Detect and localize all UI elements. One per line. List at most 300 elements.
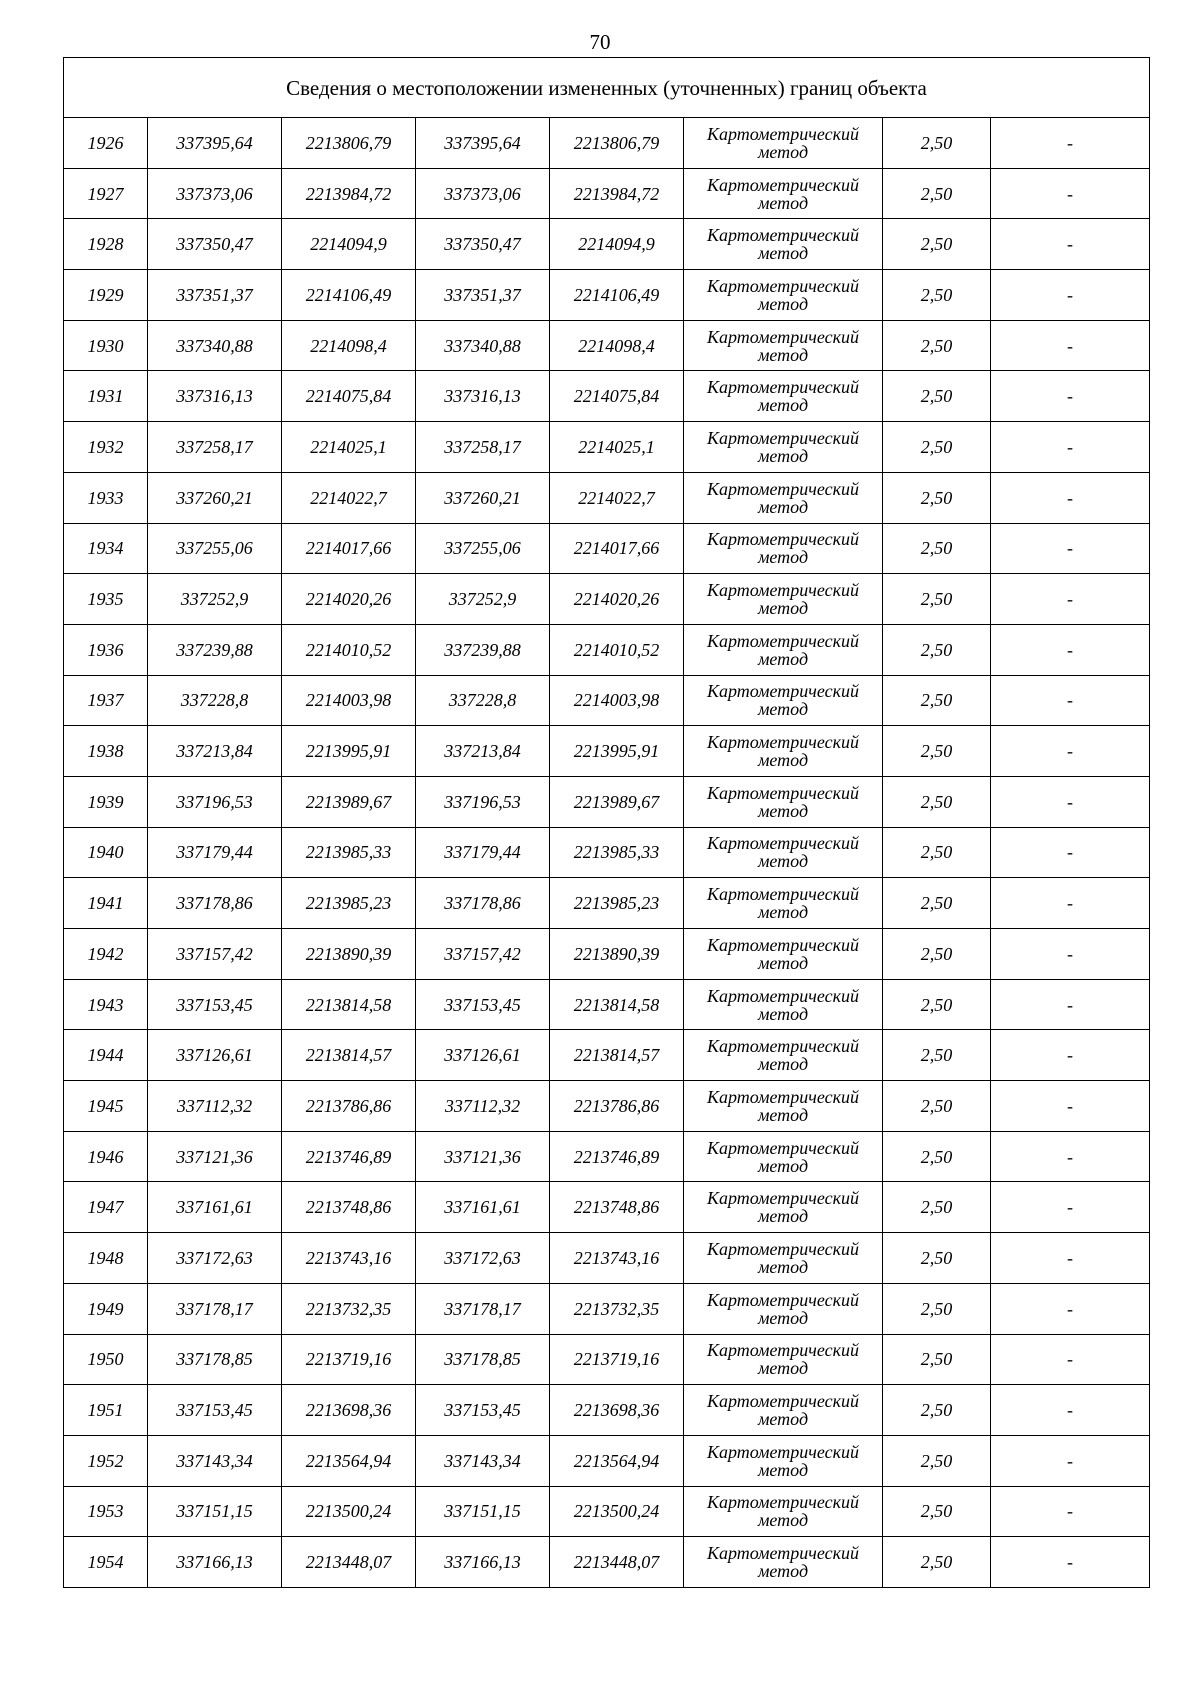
method-cell bbox=[684, 1486, 883, 1537]
method-line1: Картометрический bbox=[706, 1391, 859, 1412]
method-line1: Картометрический bbox=[706, 1137, 859, 1158]
method-line1: Картометрический bbox=[706, 1340, 859, 1361]
method-line2: метод bbox=[757, 750, 809, 771]
existing-x: 337316,13 bbox=[148, 371, 282, 422]
description-cell: - bbox=[991, 219, 1150, 270]
method-cell bbox=[684, 472, 883, 523]
refined-x: 337340,88 bbox=[416, 320, 550, 371]
point-number: 1950 bbox=[64, 1334, 148, 1385]
existing-y: 2214106,49 bbox=[282, 270, 416, 321]
point-number: 1934 bbox=[64, 523, 148, 574]
existing-x: 337179,44 bbox=[148, 827, 282, 878]
method-line2: метод bbox=[757, 1307, 809, 1328]
refined-y: 2213698,36 bbox=[550, 1385, 684, 1436]
refined-y: 2214025,1 bbox=[550, 422, 684, 473]
method-cell bbox=[684, 1537, 883, 1588]
refined-x: 337255,06 bbox=[416, 523, 550, 574]
existing-x: 337258,17 bbox=[148, 422, 282, 473]
method-line1: Картометрический bbox=[706, 580, 859, 601]
refined-y: 2213814,58 bbox=[550, 979, 684, 1030]
refined-x: 337213,84 bbox=[416, 726, 550, 777]
method-cell bbox=[684, 979, 883, 1030]
point-number: 1953 bbox=[64, 1486, 148, 1537]
refined-y: 2214010,52 bbox=[550, 624, 684, 675]
existing-x: 337239,88 bbox=[148, 624, 282, 675]
method-cell bbox=[684, 1334, 883, 1385]
table-row bbox=[64, 1030, 1150, 1081]
point-number: 1931 bbox=[64, 371, 148, 422]
method-line2: метод bbox=[757, 395, 809, 416]
existing-x: 337340,88 bbox=[148, 320, 282, 371]
refined-y: 2214098,4 bbox=[550, 320, 684, 371]
existing-y: 2213985,33 bbox=[282, 827, 416, 878]
description-cell: - bbox=[991, 979, 1150, 1030]
point-number: 1930 bbox=[64, 320, 148, 371]
existing-x: 337228,8 bbox=[148, 675, 282, 726]
existing-x: 337255,06 bbox=[148, 523, 282, 574]
table-row bbox=[64, 1435, 1150, 1486]
method-cell bbox=[684, 1081, 883, 1132]
refined-x: 337166,13 bbox=[416, 1537, 550, 1588]
method-cell bbox=[684, 574, 883, 625]
method-cell bbox=[684, 726, 883, 777]
refined-y: 2213985,33 bbox=[550, 827, 684, 878]
method-line2: метод bbox=[757, 1459, 809, 1480]
method-line2: метод bbox=[757, 1003, 809, 1024]
accuracy-cell: 2,50 bbox=[883, 1385, 991, 1436]
point-number: 1935 bbox=[64, 574, 148, 625]
description-cell: - bbox=[991, 574, 1150, 625]
table-row bbox=[64, 219, 1150, 270]
existing-y: 2213814,58 bbox=[282, 979, 416, 1030]
description-cell: - bbox=[991, 1081, 1150, 1132]
table-row bbox=[64, 168, 1150, 219]
existing-x: 337166,13 bbox=[148, 1537, 282, 1588]
point-number: 1929 bbox=[64, 270, 148, 321]
point-number: 1946 bbox=[64, 1131, 148, 1182]
point-number: 1948 bbox=[64, 1233, 148, 1284]
point-number: 1936 bbox=[64, 624, 148, 675]
accuracy-cell: 2,50 bbox=[883, 827, 991, 878]
method-line2: метод bbox=[757, 344, 809, 365]
existing-x: 337161,61 bbox=[148, 1182, 282, 1233]
description-cell: - bbox=[991, 878, 1150, 929]
point-number: 1945 bbox=[64, 1081, 148, 1132]
method-line1: Картометрический bbox=[706, 1086, 859, 1107]
method-line2: метод bbox=[757, 1510, 809, 1531]
method-line2: метод bbox=[757, 243, 809, 264]
existing-x: 337395,64 bbox=[148, 118, 282, 169]
point-number: 1941 bbox=[64, 878, 148, 929]
point-number: 1932 bbox=[64, 422, 148, 473]
accuracy-cell: 2,50 bbox=[883, 624, 991, 675]
description-cell: - bbox=[991, 1486, 1150, 1537]
refined-x: 337178,85 bbox=[416, 1334, 550, 1385]
method-line2: метод bbox=[757, 1155, 809, 1176]
table-row bbox=[64, 118, 1150, 169]
refined-x: 337178,17 bbox=[416, 1283, 550, 1334]
refined-y: 2213890,39 bbox=[550, 929, 684, 980]
refined-y: 2213564,94 bbox=[550, 1435, 684, 1486]
table-row bbox=[64, 726, 1150, 777]
method-cell bbox=[684, 624, 883, 675]
method-cell bbox=[684, 1233, 883, 1284]
existing-y: 2213989,67 bbox=[282, 776, 416, 827]
table-row bbox=[64, 1283, 1150, 1334]
method-cell bbox=[684, 929, 883, 980]
method-line2: метод bbox=[757, 598, 809, 619]
table-row bbox=[64, 878, 1150, 929]
existing-y: 2213564,94 bbox=[282, 1435, 416, 1486]
existing-y: 2214010,52 bbox=[282, 624, 416, 675]
refined-y: 2213984,72 bbox=[550, 168, 684, 219]
method-cell bbox=[684, 1385, 883, 1436]
method-cell bbox=[684, 320, 883, 371]
method-cell bbox=[684, 523, 883, 574]
existing-x: 337121,36 bbox=[148, 1131, 282, 1182]
accuracy-cell: 2,50 bbox=[883, 320, 991, 371]
table-row bbox=[64, 1486, 1150, 1537]
method-cell bbox=[684, 371, 883, 422]
accuracy-cell: 2,50 bbox=[883, 270, 991, 321]
description-cell: - bbox=[991, 675, 1150, 726]
method-line1: Картометрический bbox=[706, 1238, 859, 1259]
point-number: 1926 bbox=[64, 118, 148, 169]
refined-y: 2213748,86 bbox=[550, 1182, 684, 1233]
method-line1: Картометрический bbox=[706, 1441, 859, 1462]
method-cell bbox=[684, 1182, 883, 1233]
existing-x: 337252,9 bbox=[148, 574, 282, 625]
method-line1: Картометрический bbox=[706, 478, 859, 499]
method-line2: метод bbox=[757, 445, 809, 466]
method-line1: Картометрический bbox=[706, 1543, 859, 1564]
table-row bbox=[64, 624, 1150, 675]
description-cell: - bbox=[991, 1030, 1150, 1081]
method-line2: метод bbox=[757, 496, 809, 517]
table-row bbox=[64, 1081, 1150, 1132]
accuracy-cell: 2,50 bbox=[883, 1081, 991, 1132]
method-line1: Картометрический bbox=[706, 427, 859, 448]
method-line2: метод bbox=[757, 800, 809, 821]
accuracy-cell: 2,50 bbox=[883, 776, 991, 827]
method-line1: Картометрический bbox=[706, 732, 859, 753]
existing-y: 2213500,24 bbox=[282, 1486, 416, 1537]
description-cell: - bbox=[991, 422, 1150, 473]
method-line1: Картометрический bbox=[706, 377, 859, 398]
table-title: Сведения о местоположении измененных (уточненных) границ объекта bbox=[64, 58, 1150, 118]
method-line1: Картометрический bbox=[706, 985, 859, 1006]
description-cell: - bbox=[991, 1283, 1150, 1334]
existing-x: 337260,21 bbox=[148, 472, 282, 523]
description-cell: - bbox=[991, 1537, 1150, 1588]
refined-x: 337179,44 bbox=[416, 827, 550, 878]
method-line1: Картометрический bbox=[706, 275, 859, 296]
refined-y: 2214022,7 bbox=[550, 472, 684, 523]
method-line1: Картометрический bbox=[706, 1289, 859, 1310]
table-row bbox=[64, 1131, 1150, 1182]
description-cell: - bbox=[991, 523, 1150, 574]
refined-y: 2214075,84 bbox=[550, 371, 684, 422]
point-number: 1937 bbox=[64, 675, 148, 726]
existing-y: 2214094,9 bbox=[282, 219, 416, 270]
existing-x: 337178,86 bbox=[148, 878, 282, 929]
table-body bbox=[64, 58, 1150, 1588]
accuracy-cell: 2,50 bbox=[883, 1233, 991, 1284]
method-line1: Картометрический bbox=[706, 529, 859, 550]
method-line2: метод bbox=[757, 902, 809, 923]
accuracy-cell: 2,50 bbox=[883, 422, 991, 473]
description-cell: - bbox=[991, 1233, 1150, 1284]
method-line1: Картометрический bbox=[706, 123, 859, 144]
description-cell: - bbox=[991, 472, 1150, 523]
description-cell: - bbox=[991, 371, 1150, 422]
table-row bbox=[64, 1334, 1150, 1385]
existing-x: 337153,45 bbox=[148, 979, 282, 1030]
method-line2: метод bbox=[757, 1561, 809, 1582]
point-number: 1942 bbox=[64, 929, 148, 980]
point-number: 1939 bbox=[64, 776, 148, 827]
method-line2: метод bbox=[757, 1409, 809, 1430]
method-line1: Картометрический bbox=[706, 833, 859, 854]
existing-y: 2214020,26 bbox=[282, 574, 416, 625]
table-row bbox=[64, 422, 1150, 473]
method-line2: метод bbox=[757, 1104, 809, 1125]
refined-x: 337172,63 bbox=[416, 1233, 550, 1284]
refined-x: 337121,36 bbox=[416, 1131, 550, 1182]
method-line2: метод bbox=[757, 192, 809, 213]
method-cell bbox=[684, 219, 883, 270]
existing-x: 337172,63 bbox=[148, 1233, 282, 1284]
point-number: 1949 bbox=[64, 1283, 148, 1334]
table-row bbox=[64, 472, 1150, 523]
table-row bbox=[64, 320, 1150, 371]
point-number: 1938 bbox=[64, 726, 148, 777]
method-line1: Картометрический bbox=[706, 884, 859, 905]
accuracy-cell: 2,50 bbox=[883, 118, 991, 169]
existing-x: 337178,85 bbox=[148, 1334, 282, 1385]
existing-x: 337151,15 bbox=[148, 1486, 282, 1537]
accuracy-cell: 2,50 bbox=[883, 371, 991, 422]
existing-x: 337143,34 bbox=[148, 1435, 282, 1486]
method-line1: Картометрический bbox=[706, 1188, 859, 1209]
point-number: 1951 bbox=[64, 1385, 148, 1436]
refined-y: 2213814,57 bbox=[550, 1030, 684, 1081]
refined-y: 2214106,49 bbox=[550, 270, 684, 321]
table-row bbox=[64, 523, 1150, 574]
table-row bbox=[64, 675, 1150, 726]
accuracy-cell: 2,50 bbox=[883, 878, 991, 929]
point-number: 1954 bbox=[64, 1537, 148, 1588]
point-number: 1952 bbox=[64, 1435, 148, 1486]
table-row bbox=[64, 270, 1150, 321]
existing-y: 2213985,23 bbox=[282, 878, 416, 929]
refined-x: 337239,88 bbox=[416, 624, 550, 675]
refined-y: 2213743,16 bbox=[550, 1233, 684, 1284]
method-line2: метод bbox=[757, 648, 809, 669]
refined-x: 337252,9 bbox=[416, 574, 550, 625]
point-number: 1940 bbox=[64, 827, 148, 878]
method-line2: метод bbox=[757, 952, 809, 973]
method-line2: метод bbox=[757, 851, 809, 872]
refined-x: 337196,53 bbox=[416, 776, 550, 827]
table-row bbox=[64, 371, 1150, 422]
table-row bbox=[64, 574, 1150, 625]
method-line1: Картометрический bbox=[706, 782, 859, 803]
existing-y: 2214022,7 bbox=[282, 472, 416, 523]
table-row bbox=[64, 929, 1150, 980]
existing-y: 2213448,07 bbox=[282, 1537, 416, 1588]
accuracy-cell: 2,50 bbox=[883, 574, 991, 625]
existing-y: 2214098,4 bbox=[282, 320, 416, 371]
method-cell bbox=[684, 118, 883, 169]
refined-y: 2213448,07 bbox=[550, 1537, 684, 1588]
method-line2: метод bbox=[757, 699, 809, 720]
page-number: 70 bbox=[589, 30, 611, 54]
accuracy-cell: 2,50 bbox=[883, 929, 991, 980]
existing-x: 337112,32 bbox=[148, 1081, 282, 1132]
refined-x: 337316,13 bbox=[416, 371, 550, 422]
method-line1: Картометрический bbox=[706, 934, 859, 955]
refined-y: 2214017,66 bbox=[550, 523, 684, 574]
point-number: 1927 bbox=[64, 168, 148, 219]
accuracy-cell: 2,50 bbox=[883, 979, 991, 1030]
method-line2: метод bbox=[757, 1206, 809, 1227]
method-cell bbox=[684, 675, 883, 726]
method-line1: Картометрический bbox=[706, 1492, 859, 1513]
table-row bbox=[64, 1233, 1150, 1284]
method-cell bbox=[684, 422, 883, 473]
description-cell: - bbox=[991, 1182, 1150, 1233]
point-number: 1933 bbox=[64, 472, 148, 523]
point-number: 1944 bbox=[64, 1030, 148, 1081]
method-cell bbox=[684, 776, 883, 827]
description-cell: - bbox=[991, 118, 1150, 169]
existing-y: 2213890,39 bbox=[282, 929, 416, 980]
refined-x: 337112,32 bbox=[416, 1081, 550, 1132]
refined-y: 2214020,26 bbox=[550, 574, 684, 625]
existing-x: 337351,37 bbox=[148, 270, 282, 321]
existing-y: 2214025,1 bbox=[282, 422, 416, 473]
existing-y: 2213698,36 bbox=[282, 1385, 416, 1436]
existing-y: 2213814,57 bbox=[282, 1030, 416, 1081]
existing-y: 2213995,91 bbox=[282, 726, 416, 777]
boundary-coordinates-table bbox=[63, 57, 1150, 1588]
table-header-row bbox=[64, 58, 1150, 118]
accuracy-cell: 2,50 bbox=[883, 523, 991, 574]
description-cell: - bbox=[991, 929, 1150, 980]
description-cell: - bbox=[991, 1334, 1150, 1385]
accuracy-cell: 2,50 bbox=[883, 1537, 991, 1588]
accuracy-cell: 2,50 bbox=[883, 168, 991, 219]
accuracy-cell: 2,50 bbox=[883, 1435, 991, 1486]
refined-x: 337126,61 bbox=[416, 1030, 550, 1081]
refined-x: 337153,45 bbox=[416, 979, 550, 1030]
refined-x: 337258,17 bbox=[416, 422, 550, 473]
method-line1: Картометрический bbox=[706, 225, 859, 246]
accuracy-cell: 2,50 bbox=[883, 726, 991, 777]
table-row bbox=[64, 1385, 1150, 1436]
table-row bbox=[64, 1537, 1150, 1588]
existing-x: 337350,47 bbox=[148, 219, 282, 270]
accuracy-cell: 2,50 bbox=[883, 472, 991, 523]
method-cell bbox=[684, 878, 883, 929]
existing-x: 337153,45 bbox=[148, 1385, 282, 1436]
method-cell bbox=[684, 827, 883, 878]
description-cell: - bbox=[991, 1385, 1150, 1436]
method-cell bbox=[684, 1435, 883, 1486]
table-row bbox=[64, 1182, 1150, 1233]
refined-x: 337143,34 bbox=[416, 1435, 550, 1486]
method-line1: Картометрический bbox=[706, 174, 859, 195]
method-line2: метод bbox=[757, 1256, 809, 1277]
refined-y: 2213746,89 bbox=[550, 1131, 684, 1182]
method-cell bbox=[684, 1030, 883, 1081]
refined-y: 2213786,86 bbox=[550, 1081, 684, 1132]
existing-y: 2213719,16 bbox=[282, 1334, 416, 1385]
method-line2: метод bbox=[757, 1054, 809, 1075]
method-line2: метод bbox=[757, 1358, 809, 1379]
table-row bbox=[64, 776, 1150, 827]
accuracy-cell: 2,50 bbox=[883, 1283, 991, 1334]
existing-y: 2213806,79 bbox=[282, 118, 416, 169]
refined-x: 337373,06 bbox=[416, 168, 550, 219]
method-line2: метод bbox=[757, 141, 809, 162]
refined-x: 337178,86 bbox=[416, 878, 550, 929]
method-line2: метод bbox=[757, 547, 809, 568]
refined-x: 337351,37 bbox=[416, 270, 550, 321]
refined-y: 2213806,79 bbox=[550, 118, 684, 169]
point-number: 1947 bbox=[64, 1182, 148, 1233]
description-cell: - bbox=[991, 776, 1150, 827]
method-line2: метод bbox=[757, 293, 809, 314]
method-cell bbox=[684, 1283, 883, 1334]
refined-x: 337161,61 bbox=[416, 1182, 550, 1233]
table-row bbox=[64, 827, 1150, 878]
existing-y: 2213732,35 bbox=[282, 1283, 416, 1334]
accuracy-cell: 2,50 bbox=[883, 1182, 991, 1233]
existing-x: 337196,53 bbox=[148, 776, 282, 827]
existing-y: 2214017,66 bbox=[282, 523, 416, 574]
refined-x: 337350,47 bbox=[416, 219, 550, 270]
refined-x: 337260,21 bbox=[416, 472, 550, 523]
refined-x: 337228,8 bbox=[416, 675, 550, 726]
refined-x: 337151,15 bbox=[416, 1486, 550, 1537]
refined-x: 337157,42 bbox=[416, 929, 550, 980]
accuracy-cell: 2,50 bbox=[883, 1334, 991, 1385]
method-line1: Картометрический bbox=[706, 326, 859, 347]
refined-y: 2213500,24 bbox=[550, 1486, 684, 1537]
description-cell: - bbox=[991, 726, 1150, 777]
method-line1: Картометрический bbox=[706, 630, 859, 651]
existing-x: 337213,84 bbox=[148, 726, 282, 777]
refined-y: 2213719,16 bbox=[550, 1334, 684, 1385]
existing-y: 2213786,86 bbox=[282, 1081, 416, 1132]
existing-y: 2213746,89 bbox=[282, 1131, 416, 1182]
existing-x: 337126,61 bbox=[148, 1030, 282, 1081]
table-row bbox=[64, 979, 1150, 1030]
description-cell: - bbox=[991, 1131, 1150, 1182]
description-cell: - bbox=[991, 1435, 1150, 1486]
refined-y: 2213732,35 bbox=[550, 1283, 684, 1334]
refined-y: 2214094,9 bbox=[550, 219, 684, 270]
description-cell: - bbox=[991, 624, 1150, 675]
existing-y: 2213743,16 bbox=[282, 1233, 416, 1284]
accuracy-cell: 2,50 bbox=[883, 1131, 991, 1182]
description-cell: - bbox=[991, 270, 1150, 321]
refined-y: 2213995,91 bbox=[550, 726, 684, 777]
refined-x: 337153,45 bbox=[416, 1385, 550, 1436]
method-cell bbox=[684, 1131, 883, 1182]
